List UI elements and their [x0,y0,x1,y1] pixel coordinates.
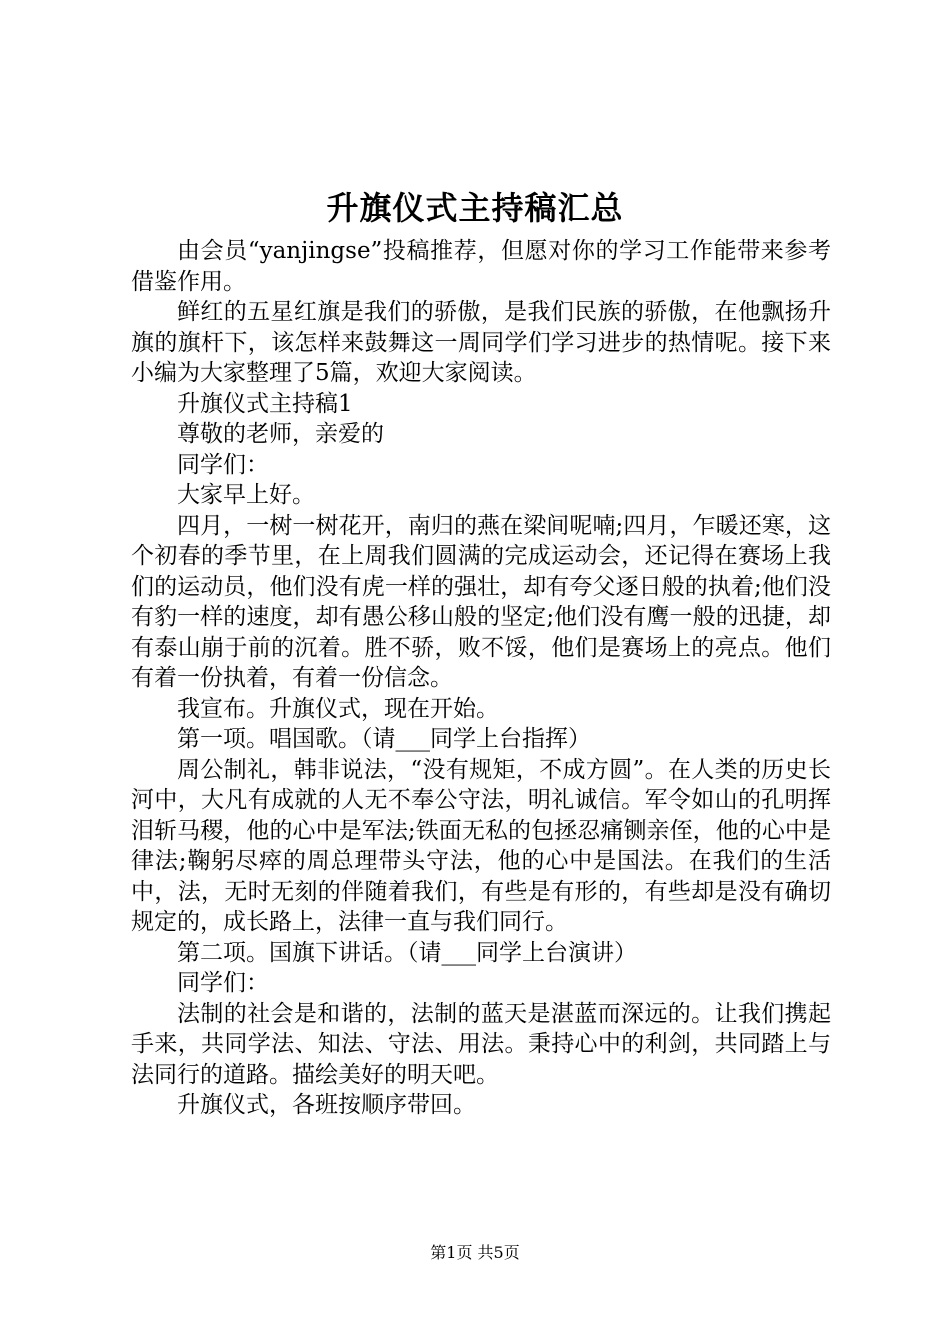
body-paragraph: 我宣布。升旗仪式，现在开始。 [177,695,499,722]
program-item: 第一项。唱国歌。（请___同学上台指挥） [177,726,591,752]
document-body [131,236,831,1121]
salutation-line: 同学们： [177,970,269,996]
intro-paragraph: 由会员“yanjingse”投稿推荐，但愿对你的学习工作能带来参考借鉴作用。 [131,238,831,295]
document-title: 升旗仪式主持稿汇总 [326,189,624,227]
salutation-line: 同学们： [177,451,269,478]
preface-paragraph: 鲜红的五星红旗是我们的骄傲，是我们民族的骄傲，在他飘扬升旗的旗杆下，该怎样来鼓舞这一周同学们学习进步的热情呢。接下来小编为大家整理了5篇，欢迎大家阅读。 [131,299,831,386]
program-item: 第二项。国旗下讲话。（请___同学上台演讲） [177,939,637,966]
body-paragraph: 法制的社会是和谐的，法制的蓝天是湛蓝而深远的。让我们携起手来，共同学法、知法、守法、用法。秉持心中的利剑，共同踏上与法同行的道路。描绘美好的明天吧。 [131,1000,831,1088]
page-footer: 第1页 共5页 [430,1243,520,1262]
salutation-line: 尊敬的老师，亲爱的 [177,421,384,447]
body-paragraph: 四月，一树一树花开，南归的燕在梁间呢喃;四月，乍暖还寒，这个初春的季节里，在上周我们圆满的完成运动会，还记得在赛场上我们的运动员，他们没有虎一样的强壮，却有夸父逐日般的执着;他们没有豹一样的速度，却有愚公移山般的坚定;他们没有鹰一般的迅捷，却有泰山崩于前的沉着。胜不骄，败不馁，他们是赛场上的亮点。他们有着一份执着，有着一份信念。 [131,512,831,691]
closing-line: 升旗仪式，各班按顺序带回。 [177,1092,476,1118]
greeting-line: 大家早上好。 [177,482,315,508]
section-heading: 升旗仪式主持稿1 [177,390,353,417]
body-paragraph: 周公制礼，韩非说法，“没有规矩，不成方圆”。在人类的历史长河中，大凡有成就的人无不奉公守法，明礼诚信。军令如山的孔明挥泪斩马稷，他的心中是军法;铁面无私的包拯忍痛铡亲侄，他的心中是律法;鞠躬尽瘁的周总理带头守法，他的心中是国法。在我们的生活中，法，无时无刻的伴随着我们，有些是有形的，有些却是没有确切规定的，成长路上，法律一直与我们同行。 [131,756,831,935]
